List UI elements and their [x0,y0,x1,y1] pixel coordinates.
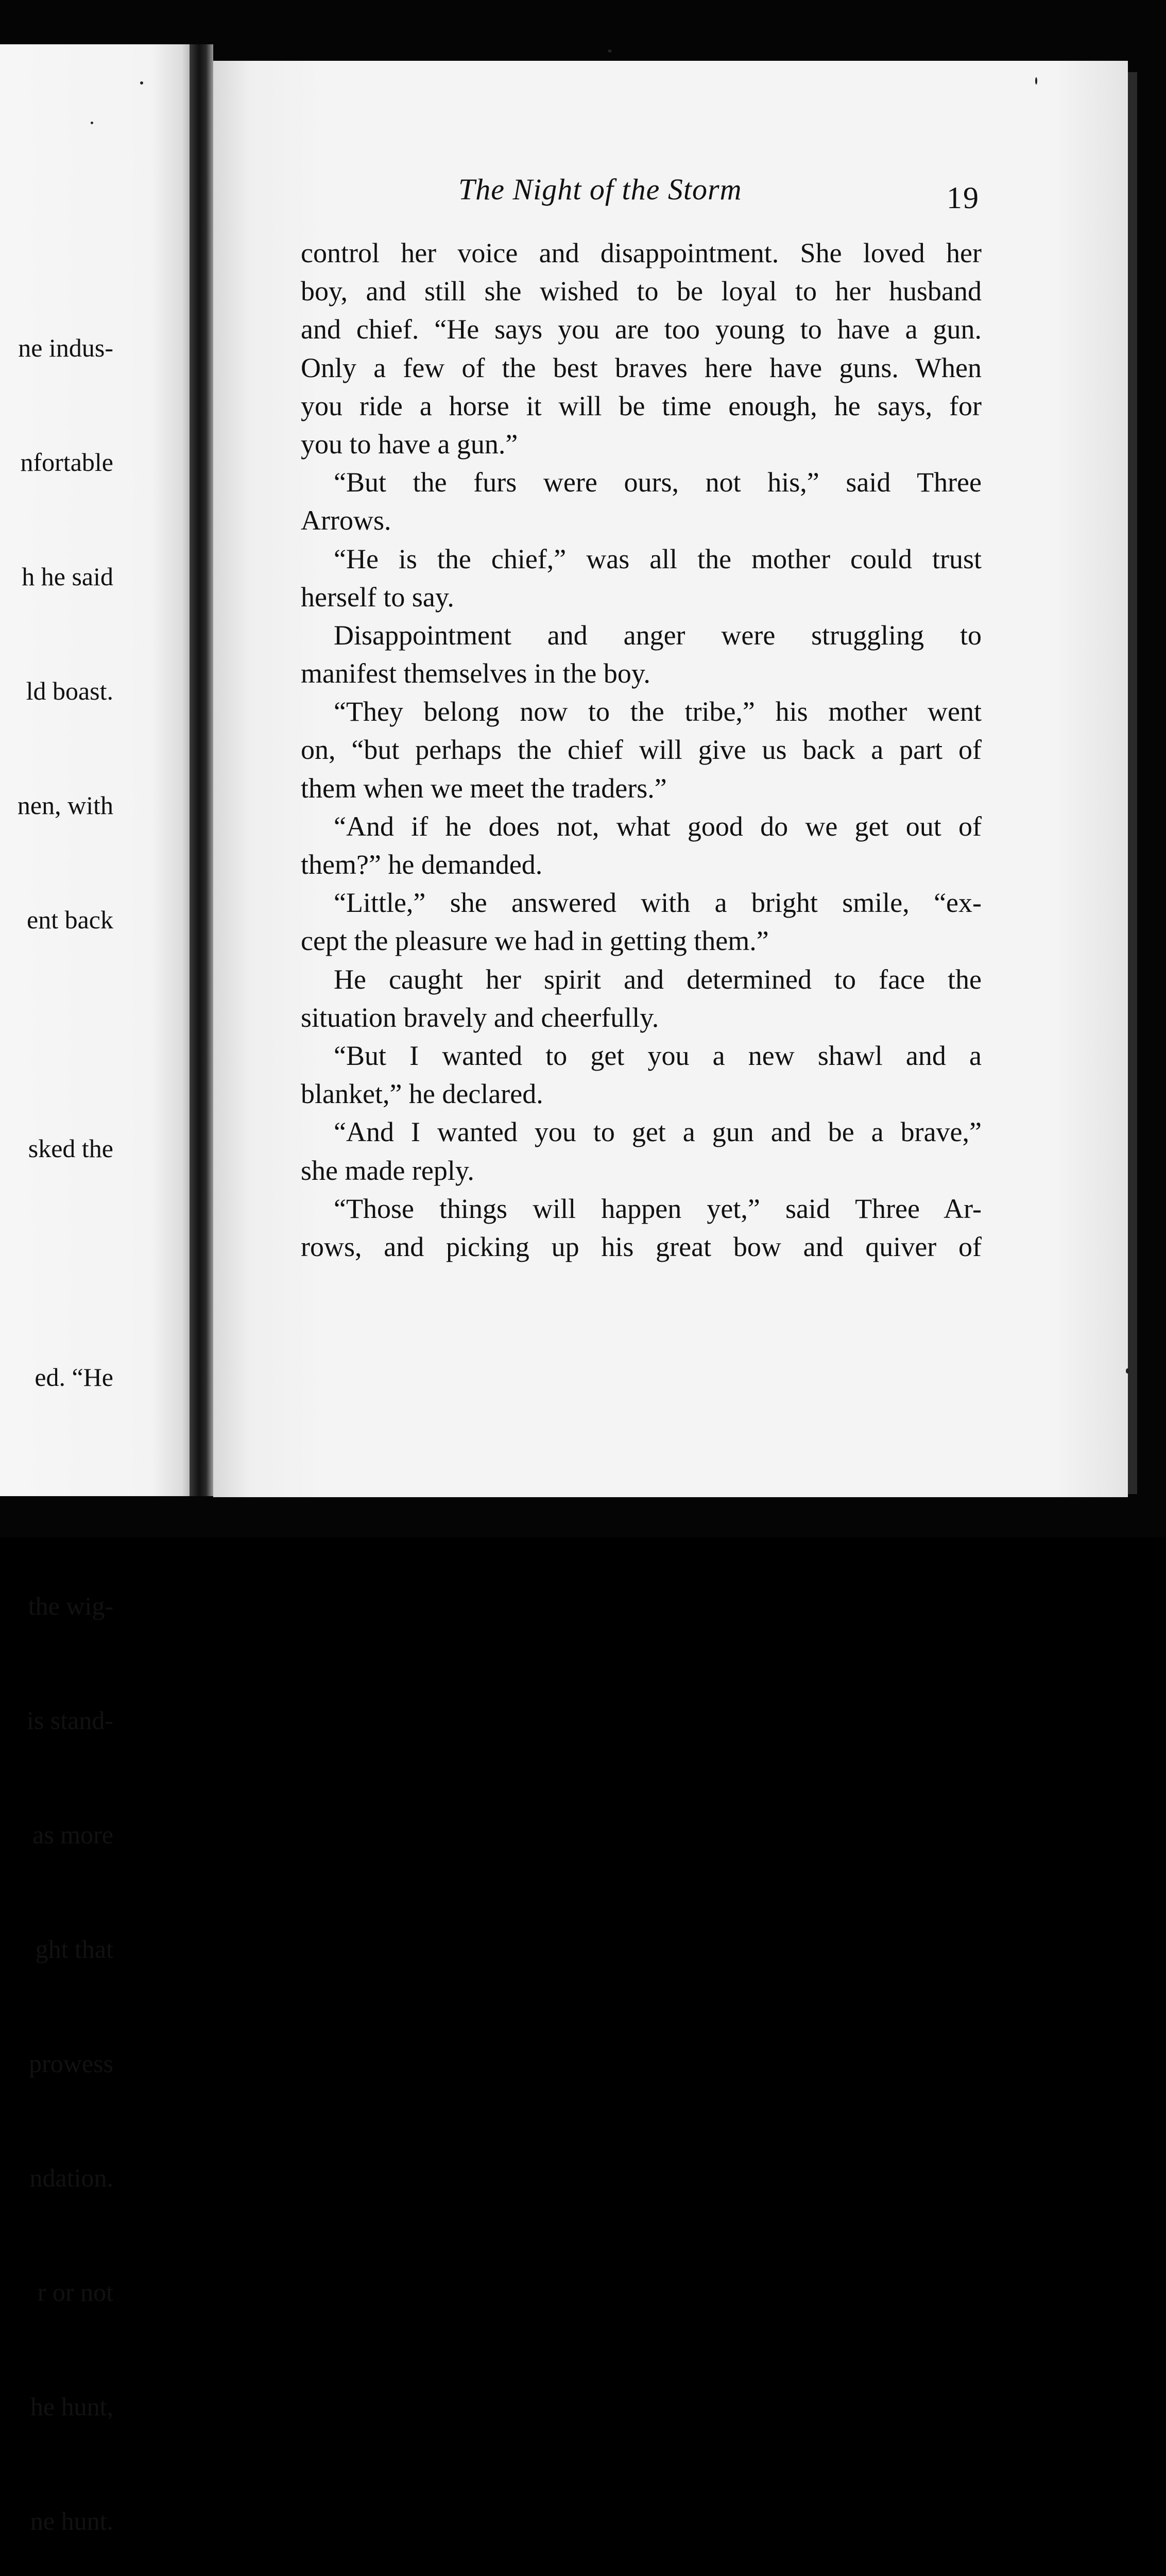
left-line: he hunt, [30,2392,113,2421]
text-line: Disappointment and anger were struggling to [334,619,982,651]
left-page-text [18,252,113,2576]
left-line-gap [18,1472,113,1511]
page-edge [1128,72,1137,1494]
text-line: He caught her spirit and determined to face the [334,963,982,995]
left-line: ent back [27,905,113,934]
text-line: them?” he demanded. [301,849,543,880]
left-line: as more [32,1820,113,1849]
scan-speck [140,81,143,84]
page-number: 19 [947,181,980,215]
text-line: she made reply. [301,1155,474,1186]
text-line: boy, and still she wished to be loyal to her husband [301,276,982,307]
text-line: “And if he does not, what good do we get out of [334,810,982,842]
left-line: ld boast. [26,676,113,705]
text-line: “They belong now to the tribe,” his mother went [334,696,982,727]
text-line: “Little,” she answered with a bright smile, “ex- [334,887,982,919]
text-line: rows, and picking up his great bow and quiver of [301,1231,982,1262]
left-line-gap [18,1244,113,1282]
left-line-gap [18,1015,113,1053]
text-line: control her voice and disappointment. She loved her [301,238,982,268]
text-line: them when we meet the traders.” [301,772,667,804]
text-line: “Those things will happen yet,” said Three Ar- [334,1193,982,1224]
scan-speck [91,122,93,124]
body-text [301,234,982,1266]
left-page [0,44,190,2535]
left-line: h he said [22,562,113,591]
text-line: situation bravely and cheerfully. [301,1002,659,1033]
left-line: sked the [28,1134,113,1163]
scan-speck [1126,1368,1129,1374]
left-line: nen, with [17,791,113,820]
text-line: on, “but perhaps the chief will give us back a part of [301,734,982,766]
text-line: and chief. “He says you are too young to have a gun. [301,314,982,345]
left-line: ne indus- [18,333,113,362]
text-line: blanket,” he declared. [301,1078,543,1110]
left-line: prowess [29,2049,113,2078]
text-line: Arrows. [301,505,391,536]
scan-speck [1035,77,1037,84]
running-head: The Night of the Storm [458,173,742,206]
text-line: cept the pleasure we had in getting them.” [301,925,769,957]
left-line: r or not [37,2278,113,2307]
left-line: ndation. [29,2163,113,2192]
left-line: ne hunt. [30,2506,113,2535]
text-line: herself to say. [301,581,454,613]
text-line: “He is the chief,” was all the mother could trust [334,543,982,574]
text-line: manifest themselves in the boy. [301,658,650,689]
left-line: ght that [35,1935,113,1963]
text-line: “But the furs were ours, not his,” said Three [334,467,982,498]
text-line: you to have a gun.” [301,428,518,460]
text-line: Only a few of the best braves here have guns. When [301,352,982,383]
text-line: “And I wanted you to get a gun and be a brave,” [334,1116,982,1148]
scan-speck [608,49,612,53]
text-line: you ride a horse it will be time enough, he says, for [301,390,982,421]
left-line: ed. “He [35,1363,113,1392]
left-line: is stand- [26,1706,113,1735]
text-line: “But I wanted to get you a new shawl and a [334,1040,982,1071]
book-gutter-shadow [190,44,213,1496]
left-line: nfortable [20,448,113,477]
left-line: the wig- [28,1591,113,1620]
